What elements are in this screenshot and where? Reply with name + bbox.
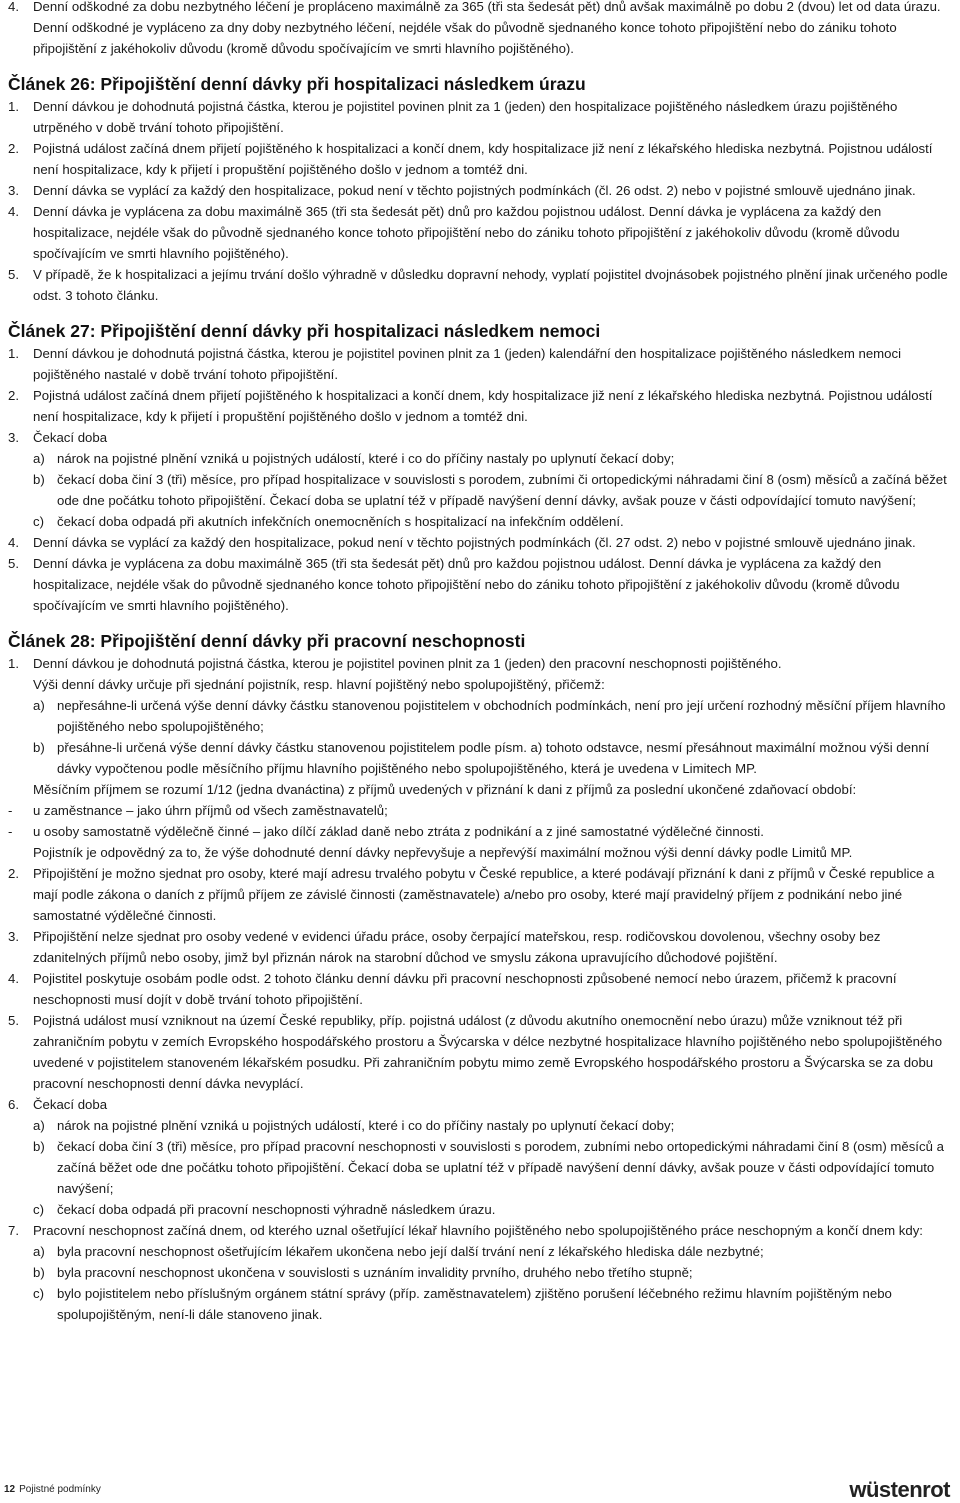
item-text: Denní dávkou je dohodnutá pojistná částka, kterou je pojistitel povinen plnit za 1 (jeden) den pracovní neschopnosti pojištěného. — [33, 656, 782, 671]
sub-item-text: čekací doba odpadá při pracovní neschopnosti výhradně následkem úrazu. — [57, 1202, 496, 1217]
sub-item — [33, 737, 954, 779]
sub-item-label: c) — [33, 1202, 44, 1217]
item-number: 1. — [8, 346, 19, 361]
list-item — [8, 1010, 954, 1094]
sub-item — [33, 1115, 954, 1136]
sub-item-text: čekací doba činí 3 (tři) měsíce, pro případ pracovní neschopnosti v souvislosti s porodem, zubními nebo ortopedickými náhradami činí 8 (osm) měsíců a začíná běžet ode dne počátku tohoto připojištění. Čekací doba se uplatní též v případě navýšení denní dávky, avšak pouze v části odpovídající tomuto navýšení; — [57, 1139, 944, 1196]
item-number: 1. — [8, 99, 19, 114]
dash-marker: - — [8, 803, 13, 818]
item-number: 2. — [8, 141, 19, 156]
article-26-heading: Článek 26: Připojištění denní dávky při hospitalizaci následkem úrazu — [8, 74, 586, 94]
list-item — [8, 1094, 954, 1115]
item-text: Připojištění je možno sjednat pro osoby, které mají adresu trvalého pobytu v České republice, a které podávají přiznání k dani z příjmů v České republice a mají podle zákona o daních z příjmů příjem ze závislé činnosti (zaměstnavatele) a/nebo pro osoby, které mají pravidelný příjem z podnikání nebo jiné samostatné výdělečné činnosti. — [33, 866, 935, 923]
list-item — [8, 264, 954, 306]
item-text: Čekací doba — [33, 430, 108, 445]
article-27-heading: Článek 27: Připojištění denní dávky při hospitalizaci následkem nemoci — [8, 321, 601, 341]
sub-item-label: a) — [33, 1244, 45, 1259]
item-number: 5. — [8, 267, 19, 282]
item-text: Denní dávka se vyplácí za každý den hospitalizace, pokud není v těchto pojistných podmínkách (čl. 27 odst. 2) nebo v pojistné smlouvě ujednáno jinak. — [33, 535, 916, 550]
sub-item-text: přesáhne-li určená výše denní dávky částku stanovenou pojistitelem podle písm. a) tohoto odstavce, nesmí přesáhnout maximální možnou výši denní dávky vypočtenou podle měsíčního příjmu hlavního pojištěného nebo spolupojištěného, která je uvedena v Limitech MP. — [57, 740, 930, 776]
article-28-heading: Článek 28: Připojištění denní dávky při pracovní neschopnosti — [8, 631, 526, 651]
sub-item — [33, 1241, 954, 1262]
article-25-item-4 — [8, 0, 954, 59]
sub-item-text: nepřesáhne-li určená výše denní dávky částku stanovenou pojistitelem v obchodních podmínkách, není pro její určení rozhodný měsíční příjem hlavního pojištěného nebo spolupojištěného; — [57, 698, 946, 734]
dash-text: u zaměstnance – jako úhrn příjmů od všech zaměstnavatelů; — [33, 803, 388, 818]
sub-item-label: b) — [33, 740, 45, 755]
item-text: Denní odškodné za dobu nezbytného léčení je propláceno maximálně za 365 (tři sta šedesát pět) dnů avšak maximálně po dobu 2 (dvou) let od data úrazu. Denní odškodné je vypláceno za dny doby nezbytného léčení, nejdéle však do původně sjednaného konce tohoto připojištění nebo do zániku tohoto připojištění z jakéhokoliv důvodu (kromě důvodu spočívajícím ve smrti hlavního pojištěného). — [33, 0, 941, 56]
sub-item — [33, 511, 954, 532]
list-item — [8, 926, 954, 968]
paragraph: Pojistník je odpovědný za to, že výše dohodnuté denní dávky nepřevyšuje a nepřevýší maximální možnou výši denní dávky podle Limitů MP. — [33, 845, 853, 860]
list-item — [8, 1220, 954, 1241]
item-number: 4. — [8, 204, 19, 219]
sub-item-text: čekací doba činí 3 (tři) měsíce, pro případ hospitalizace v souvislosti s porodem, zubními či ortopedickými náhradami činí 8 (osm) měsíců a začíná běžet ode dne počátku tohoto připojištění. Čekací doba se uplatní též v případě navýšení denní dávky, avšak pouze v části odpovídající tomuto navýšení; — [57, 472, 947, 508]
item-number: 2. — [8, 866, 19, 881]
item-number: 4. — [8, 971, 19, 986]
list-item — [8, 427, 954, 448]
item-text: Denní dávka je vyplácena za dobu maximálně 365 (tři sta šedesát pět) dnů pro každou pojistnou událost. Denní dávka je vyplácena za každý den hospitalizace, nejdéle však do původně sjednaného konce tohoto připojištění nebo do zániku tohoto připojištění z jakéhokoliv důvodu (kromě důvodu spočívajícím ve smrti hlavního pojištěného). — [33, 204, 900, 261]
item-text: Pracovní neschopnost začíná dnem, od kterého uznal ošetřující lékař hlavního pojištěného nebo spolupojištěného práce neschopným a končí dnem kdy: — [33, 1223, 923, 1238]
sub-item-label: c) — [33, 514, 44, 529]
item-number: 3. — [8, 929, 19, 944]
page-number: 12 — [4, 1484, 16, 1495]
list-item — [8, 653, 954, 674]
paragraph: Měsíčním příjmem se rozumí 1/12 (jedna dvanáctina) z příjmů uvedených v přiznání k dani z příjmů za poslední ukončené zdaňovací období: — [33, 782, 857, 797]
item-number: 4. — [8, 0, 19, 14]
item-number: 6. — [8, 1097, 19, 1112]
page-footer — [0, 1475, 960, 1501]
sub-item — [33, 1283, 954, 1325]
list-item — [8, 138, 954, 180]
list-item — [8, 532, 954, 553]
dash-item — [8, 821, 954, 842]
list-item — [8, 180, 954, 201]
sub-item — [33, 1136, 954, 1199]
list-item — [8, 863, 954, 926]
sub-item-label: a) — [33, 451, 45, 466]
brand-logo: wüstenrot — [849, 1477, 950, 1502]
item-text: Denní dávkou je dohodnutá pojistná částka, kterou je pojistitel povinen plnit za 1 (jeden) kalendářní den hospitalizace pojištěného následkem nemoci pojištěného nastalé v době trvání tohoto připojištění. — [33, 346, 901, 382]
sub-item — [33, 1262, 954, 1283]
item-text: Denní dávka se vyplácí za každý den hospitalizace, pokud není v těchto pojistných podmínkách (čl. 26 odst. 2) nebo v pojistné smlouvě ujednáno jinak. — [33, 183, 916, 198]
dash-item — [8, 800, 954, 821]
sub-item-text: nárok na pojistné plnění vzniká u pojistných událostí, které i co do příčiny nastaly po uplynutí čekací doby; — [57, 451, 675, 466]
item-number: 7. — [8, 1223, 19, 1238]
item-text: Pojistná událost musí vzniknout na území České republiky, příp. pojistná událost (z důvodu akutního onemocnění nebo úrazu) může vzniknout též při zahraničním pobytu v zemích Evropského hospodářského prostoru a Švýcarska v délce nezbytné hospitalizace hlavního pojištěného nebo spolupojištěného uvedené v pojistitelem stanoveném lékařském posudku. Při zahraničním pobytu mimo země Evropského hospodářského prostoru a Švýcarska se za dobu pracovní neschopnosti denní dávka nevyplácí. — [33, 1013, 943, 1091]
sub-item — [33, 695, 954, 737]
sub-item-text: byla pracovní neschopnost ukončena v souvislosti s uznáním invalidity prvního, druhého nebo třetího stupně; — [57, 1265, 693, 1280]
sub-item — [33, 469, 954, 511]
item-text: Čekací doba — [33, 1097, 108, 1112]
list-item — [8, 968, 954, 1010]
sub-item — [33, 1199, 954, 1220]
dash-marker: - — [8, 824, 13, 839]
list-item — [8, 201, 954, 264]
document-body — [8, 0, 954, 1325]
sub-item-label: b) — [33, 1265, 45, 1280]
item-number: 5. — [8, 556, 19, 571]
sub-item — [33, 448, 954, 469]
sub-item-text: byla pracovní neschopnost ošetřujícím lékařem ukončena nebo její další trvání není z lékařského hlediska dále nezbytné; — [57, 1244, 764, 1259]
list-item — [8, 553, 954, 616]
sub-item-label: a) — [33, 698, 45, 713]
sub-item-label: c) — [33, 1286, 44, 1301]
sub-item-label: a) — [33, 1118, 45, 1133]
item-text: Denní dávkou je dohodnutá pojistná částka, kterou je pojistitel povinen plnit za 1 (jeden) den hospitalizace pojištěného následkem úrazu pojištěného utrpěného v době trvání tohoto připojištění. — [33, 99, 898, 135]
sub-item-label: b) — [33, 472, 45, 487]
item-number: 2. — [8, 388, 19, 403]
sub-item-label: b) — [33, 1139, 45, 1154]
item-number: 5. — [8, 1013, 19, 1028]
list-item — [8, 96, 954, 138]
item-text: Připojištění nelze sjednat pro osoby vedené v evidenci úřadu práce, osoby čerpající mateřskou, resp. rodičovskou dovolenou, všechny osoby bez zdanitelných příjmů nebo osoby, jimž byl přiznán nárok na starobní důchod ve smyslu zákona upravujícího důchodové pojištění. — [33, 929, 881, 965]
list-item — [8, 385, 954, 427]
item-text: Denní dávka je vyplácena za dobu maximálně 365 (tři sta šedesát pět) dnů pro každou pojistnou událost. Denní dávka je vyplácena za každý den hospitalizace, nejdéle však do původně sjednaného konce tohoto připojištění nebo do zániku tohoto připojištění z jakéhokoliv důvodu (kromě důvodu spočívajícím ve smrti hlavního pojištěného). — [33, 556, 900, 613]
sub-item-text: nárok na pojistné plnění vzniká u pojistných událostí, které i co do příčiny nastaly po uplynutí čekací doby; — [57, 1118, 675, 1133]
item-text: V případě, že k hospitalizaci a jejímu trvání došlo výhradně v důsledku dopravní nehody, vyplatí pojistitel dvojnásobek pojistného plnění jinak určeného podle odst. 3 tohoto článku. — [33, 267, 948, 303]
sub-item-text: čekací doba odpadá při akutních infekčních onemocněních s hospitalizací na infekčním oddělení. — [57, 514, 624, 529]
item-text: Pojistitel poskytuje osobám podle odst. 2 tohoto článku denní dávku při pracovní neschopnosti způsobené nemocí nebo úrazem, přičemž k pracovní neschopnosti musí dojít v době trvání tohoto připojištění. — [33, 971, 897, 1007]
document-name: Pojistné podmínky — [19, 1484, 101, 1495]
item-text: Pojistná událost začíná dnem přijetí pojištěného k hospitalizaci a končí dnem, kdy hospitalizace již není z lékařského hlediska nezbytná. Pojistnou událostí není hospitalizace, kdy k přijetí i propuštění pojištěného došlo v jednom a tomtéž dni. — [33, 141, 933, 177]
sub-item-text: bylo pojistitelem nebo příslušným orgánem státní správy (příp. zaměstnavatelem) zjištěno porušení léčebného režimu hlavním pojištěným nebo spolupojištěným, není-li dále stanoveno jinak. — [57, 1286, 892, 1322]
item-number: 1. — [8, 656, 19, 671]
paragraph: Výši denní dávky určuje při sjednání pojistník, resp. hlavní pojištěný nebo spolupojištěný, přičemž: — [33, 677, 605, 692]
item-number: 3. — [8, 430, 19, 445]
page-footer-label — [4, 1484, 101, 1495]
item-text: Pojistná událost začíná dnem přijetí pojištěného k hospitalizaci a končí dnem, kdy hospitalizace již není z lékařského hlediska nezbytná. Pojistnou událostí není hospitalizace, kdy k přijetí i propuštění pojištěného došlo v jednom a tomtéž dni. — [33, 388, 933, 424]
dash-text: u osoby samostatně výdělečně činné – jako dílčí základ daně nebo ztráta z podnikání a z jiné samostatné výdělečné činnosti. — [33, 824, 764, 839]
item-number: 3. — [8, 183, 19, 198]
list-item — [8, 343, 954, 385]
item-number: 4. — [8, 535, 19, 550]
